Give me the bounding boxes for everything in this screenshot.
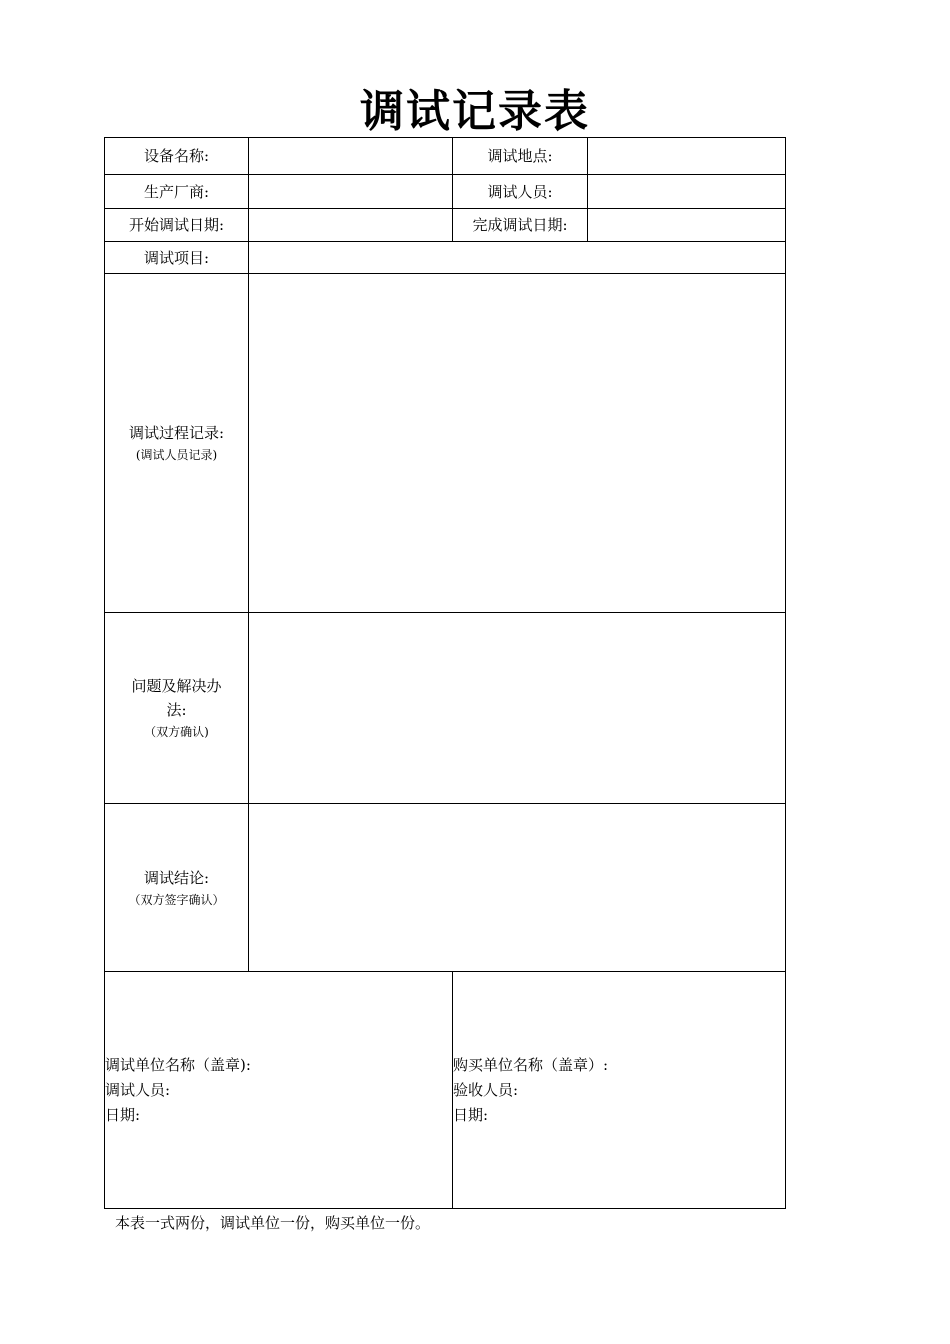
debugger-field[interactable]: [588, 175, 786, 209]
debug-unit-person: 调试人员:: [105, 1080, 171, 1099]
page-title: 调试记录表: [360, 86, 590, 137]
debug-unit-date: 日期:: [105, 1105, 141, 1124]
end-date-label: 完成调试日期:: [453, 209, 588, 242]
location-label: 调试地点:: [453, 138, 588, 175]
issues-label-cell: [105, 613, 249, 804]
issues-note: （双方确认): [144, 725, 209, 739]
buyer-unit-name: 购买单位名称（盖章）:: [453, 1055, 609, 1074]
buyer-unit-signature[interactable]: [453, 972, 786, 1209]
device-name-field[interactable]: [249, 138, 453, 175]
debug-unit-name: 调试单位名称（盖章):: [105, 1055, 251, 1074]
manufacturer-label: 生产厂商:: [105, 175, 249, 209]
debugger-label: 调试人员:: [453, 175, 588, 209]
end-date-field[interactable]: [588, 209, 786, 242]
process-label: 调试过程记录:: [128, 424, 225, 442]
project-field[interactable]: [249, 242, 786, 274]
process-record-field[interactable]: [249, 274, 786, 613]
conclusion-label: 调试结论:: [143, 868, 210, 887]
debug-unit-signature[interactable]: [105, 972, 453, 1209]
conclusion-note: （双方签字确认）: [128, 892, 225, 907]
start-date-label: 开始调试日期:: [105, 209, 249, 242]
debug-record-form: [104, 137, 786, 1209]
footnote: 本表一式两份，调试单位一份，购买单位一份。: [115, 1214, 431, 1232]
issues-label: 问题及解决办法:: [131, 677, 222, 719]
conclusion-label-cell: [105, 804, 249, 972]
issues-field[interactable]: [249, 613, 786, 804]
device-name-label: 设备名称:: [105, 138, 249, 175]
start-date-field[interactable]: [249, 209, 453, 242]
process-note: (调试人员记录): [135, 448, 218, 462]
location-field[interactable]: [588, 138, 786, 175]
buyer-unit-date: 日期:: [453, 1105, 489, 1124]
manufacturer-field[interactable]: [249, 175, 453, 209]
project-label: 调试项目:: [105, 242, 249, 274]
buyer-acceptance-person: 验收人员:: [453, 1080, 519, 1099]
process-label-cell: [105, 274, 249, 613]
conclusion-field[interactable]: [249, 804, 786, 972]
